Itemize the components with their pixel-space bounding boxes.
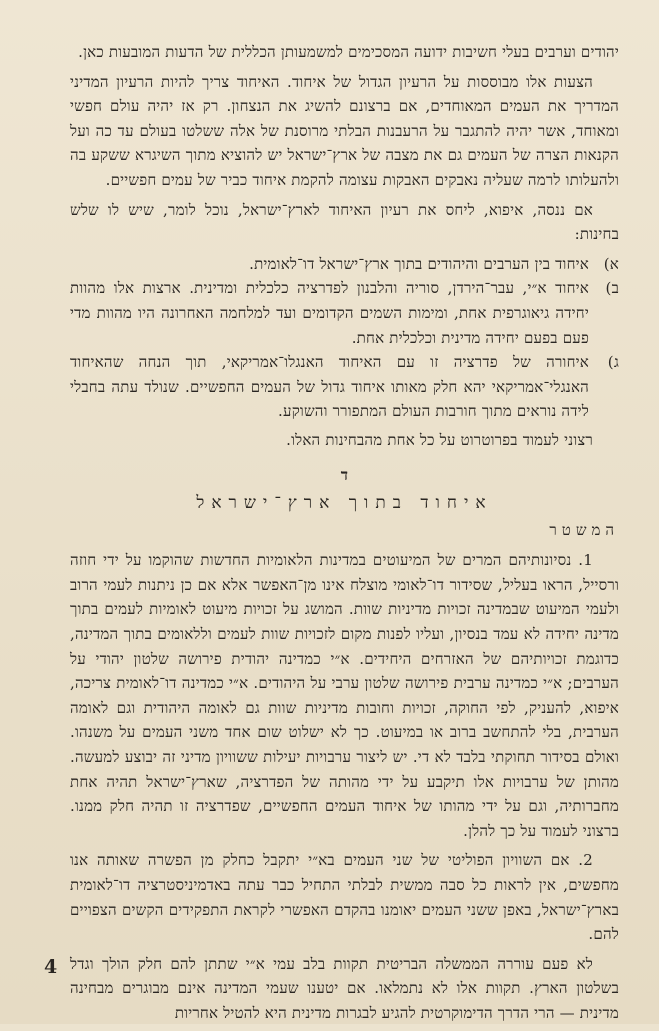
aspect-text: איחורה של פדרציה זו עם האיחוד האנגלו־אמריקאי, תוך הנחה שהאיחוד האנגלי־אמריקאי יהא חלק מאותו איחוד גדול של העמים החפשיים. שנולד עתה בחבלי לידה נוראים מתוך חורבות העולם המתפורר והשוקע.	[70, 353, 589, 421]
aspect-item	[70, 276, 619, 350]
three-aspects-intro: אם ננסה, איפוא, ליחס את רעיון האיחוד לארץ־ישראל, נוכל לומר, שיש לו שלש בחינות:	[70, 200, 619, 244]
paragraph-3: לא פעם עוררה הממשלה הבריטית תקוות בלב עמי א״י שתתן להם חלק הולך וגדל בשלטון הארץ. תקוות אלו לא נתמלאו. אם יטענו שעמי המדינה אינם מבוגרים מבחינה מדינית — הרי הדרך הדימוקרטית להגיע לבגרות מדינית היא להטיל אחריות	[70, 954, 619, 1022]
page-text	[70, 40, 619, 1031]
intro-paragraph: יהודים וערבים בעלי חשיבות ידועה המסכימים למשמעותן הכללית של הדעות המובעות כאן.	[78, 43, 619, 61]
paragraph-1: 1. נסיונותיהם המרים של המיעוטים במדינות הלאומיות החדשות שהוקמו על ידי חוזה ורסייל, הראו בעליל, שסידור דו־לאומי מוצלח אינו מן־האפשר אלא אם כן ניתנות לעמי הרוב ולעמי המיעוט שבמדינה זכויות מדיניות שוות. המושג על זכויות מיעוט לאומיות לעמים בתוך מדינה יחידה לא עמד בנסיון, ועליו לפנות מקום לזכויות שוות לעמים וללאומים בתוך המדינה, כדוגמת זכויותיהם של האזרחים היחידים. א״י כמדינה יהודית פירושה שלטון יהודי על הערבים; א״י כמדינה ערבית פירושה שלטון ערבי על היהודים. א״י כמדינה דו־לאומית צריכה, איפוא, להעניק, לפי החוקה, זכויות וחובות מדיניות שוות גם לאומה היהודית וגם לאומה הערבית, בלי להתחשב ברוב או במיעוט. כך לא ישלוט שום אחד משני העמים על משנהו. ואולם בסידור תחוקתי בלבד לא די. יש ליצור ערבויות יעילות ששוויון מדיני זה יבוצע למעשה. מהותן של ערבויות אלו תיקבע על ידי מהותה של הפדרציה, שארץ־ישראל תהיה אחת מחברותיה, וגם על ידי מהותו של איחוד העמים החפשיים, שפדרציה זו תהיה חלק ממנו. ברצוני לעמוד על כך להלן.	[70, 551, 619, 840]
aspect-item	[70, 252, 619, 277]
aspect-text: איחוד בין הערבים והיהודים בתוך ארץ־ישראל דו־לאומית.	[249, 254, 589, 273]
union-idea-paragraph: הצעות אלו מבוססות על הרעיון הגדול של איחוד. האיחוד צריך להיות הרעיון המדיני המדריך את העמים המאוחדים, אם ברצונם להשיג את הנצחון. רק אז יהיה עולם חפשי ומאוחד, אשר יהיה להתגבר על הרעבנות הבלתי מרוסנת של אלה ששלטו בעולם עד כה ועל הקנאות הצרה של העמים גם את מצבה של ארץ־ישראל יש להוציא מתוך השיגרא ששקע בה ולהעלותו לרמה שעליה נאבקים האבקות עצומה להקמת איחוד כביר של עמים חפשיים.	[70, 72, 619, 189]
section-subtitle: המשטר	[549, 520, 619, 539]
closing-line: רצוני לעמוד בפרוטרוט על כל אחת מהבחינות האלו.	[286, 430, 593, 449]
section-title: איחוד בתוך ארץ־ישראל	[196, 493, 493, 514]
aspect-text: איחוד א״י, עבר־הירדן, סוריה והלבנון לפדרציה כלכלית ומדינית. ארצות אלו מהוות יחידה גיאוגרפית אחת, ומימות השמים הקדומים ועד למלחמה האחרונה היו מהוות מדי פעם בפעם יחידה מדינית וכלכלית אחת.	[70, 279, 589, 347]
aspects-list	[70, 252, 619, 424]
aspect-label: ג)	[607, 353, 619, 372]
aspect-label: ב)	[605, 279, 619, 298]
section-letter: ד	[340, 465, 349, 484]
page-number: 4	[44, 956, 58, 978]
aspect-item	[70, 350, 619, 424]
paragraph-2: 2. אם השוויון הפוליטי של שני העמים בא״י יתקבל כחלק מן הפשרה שאותה אנו מחפשים, אין לראות כל סבה ממשית לבלתי התחיל כבר עתה באדמיניסטרציה דו־לאומית בארץ־ישראל, באפן ששני העמים יאומנו בהקדם האפשרי לקראת התפקידים הקשים הצפויים להם.	[70, 851, 619, 944]
aspect-label: א)	[603, 254, 619, 273]
